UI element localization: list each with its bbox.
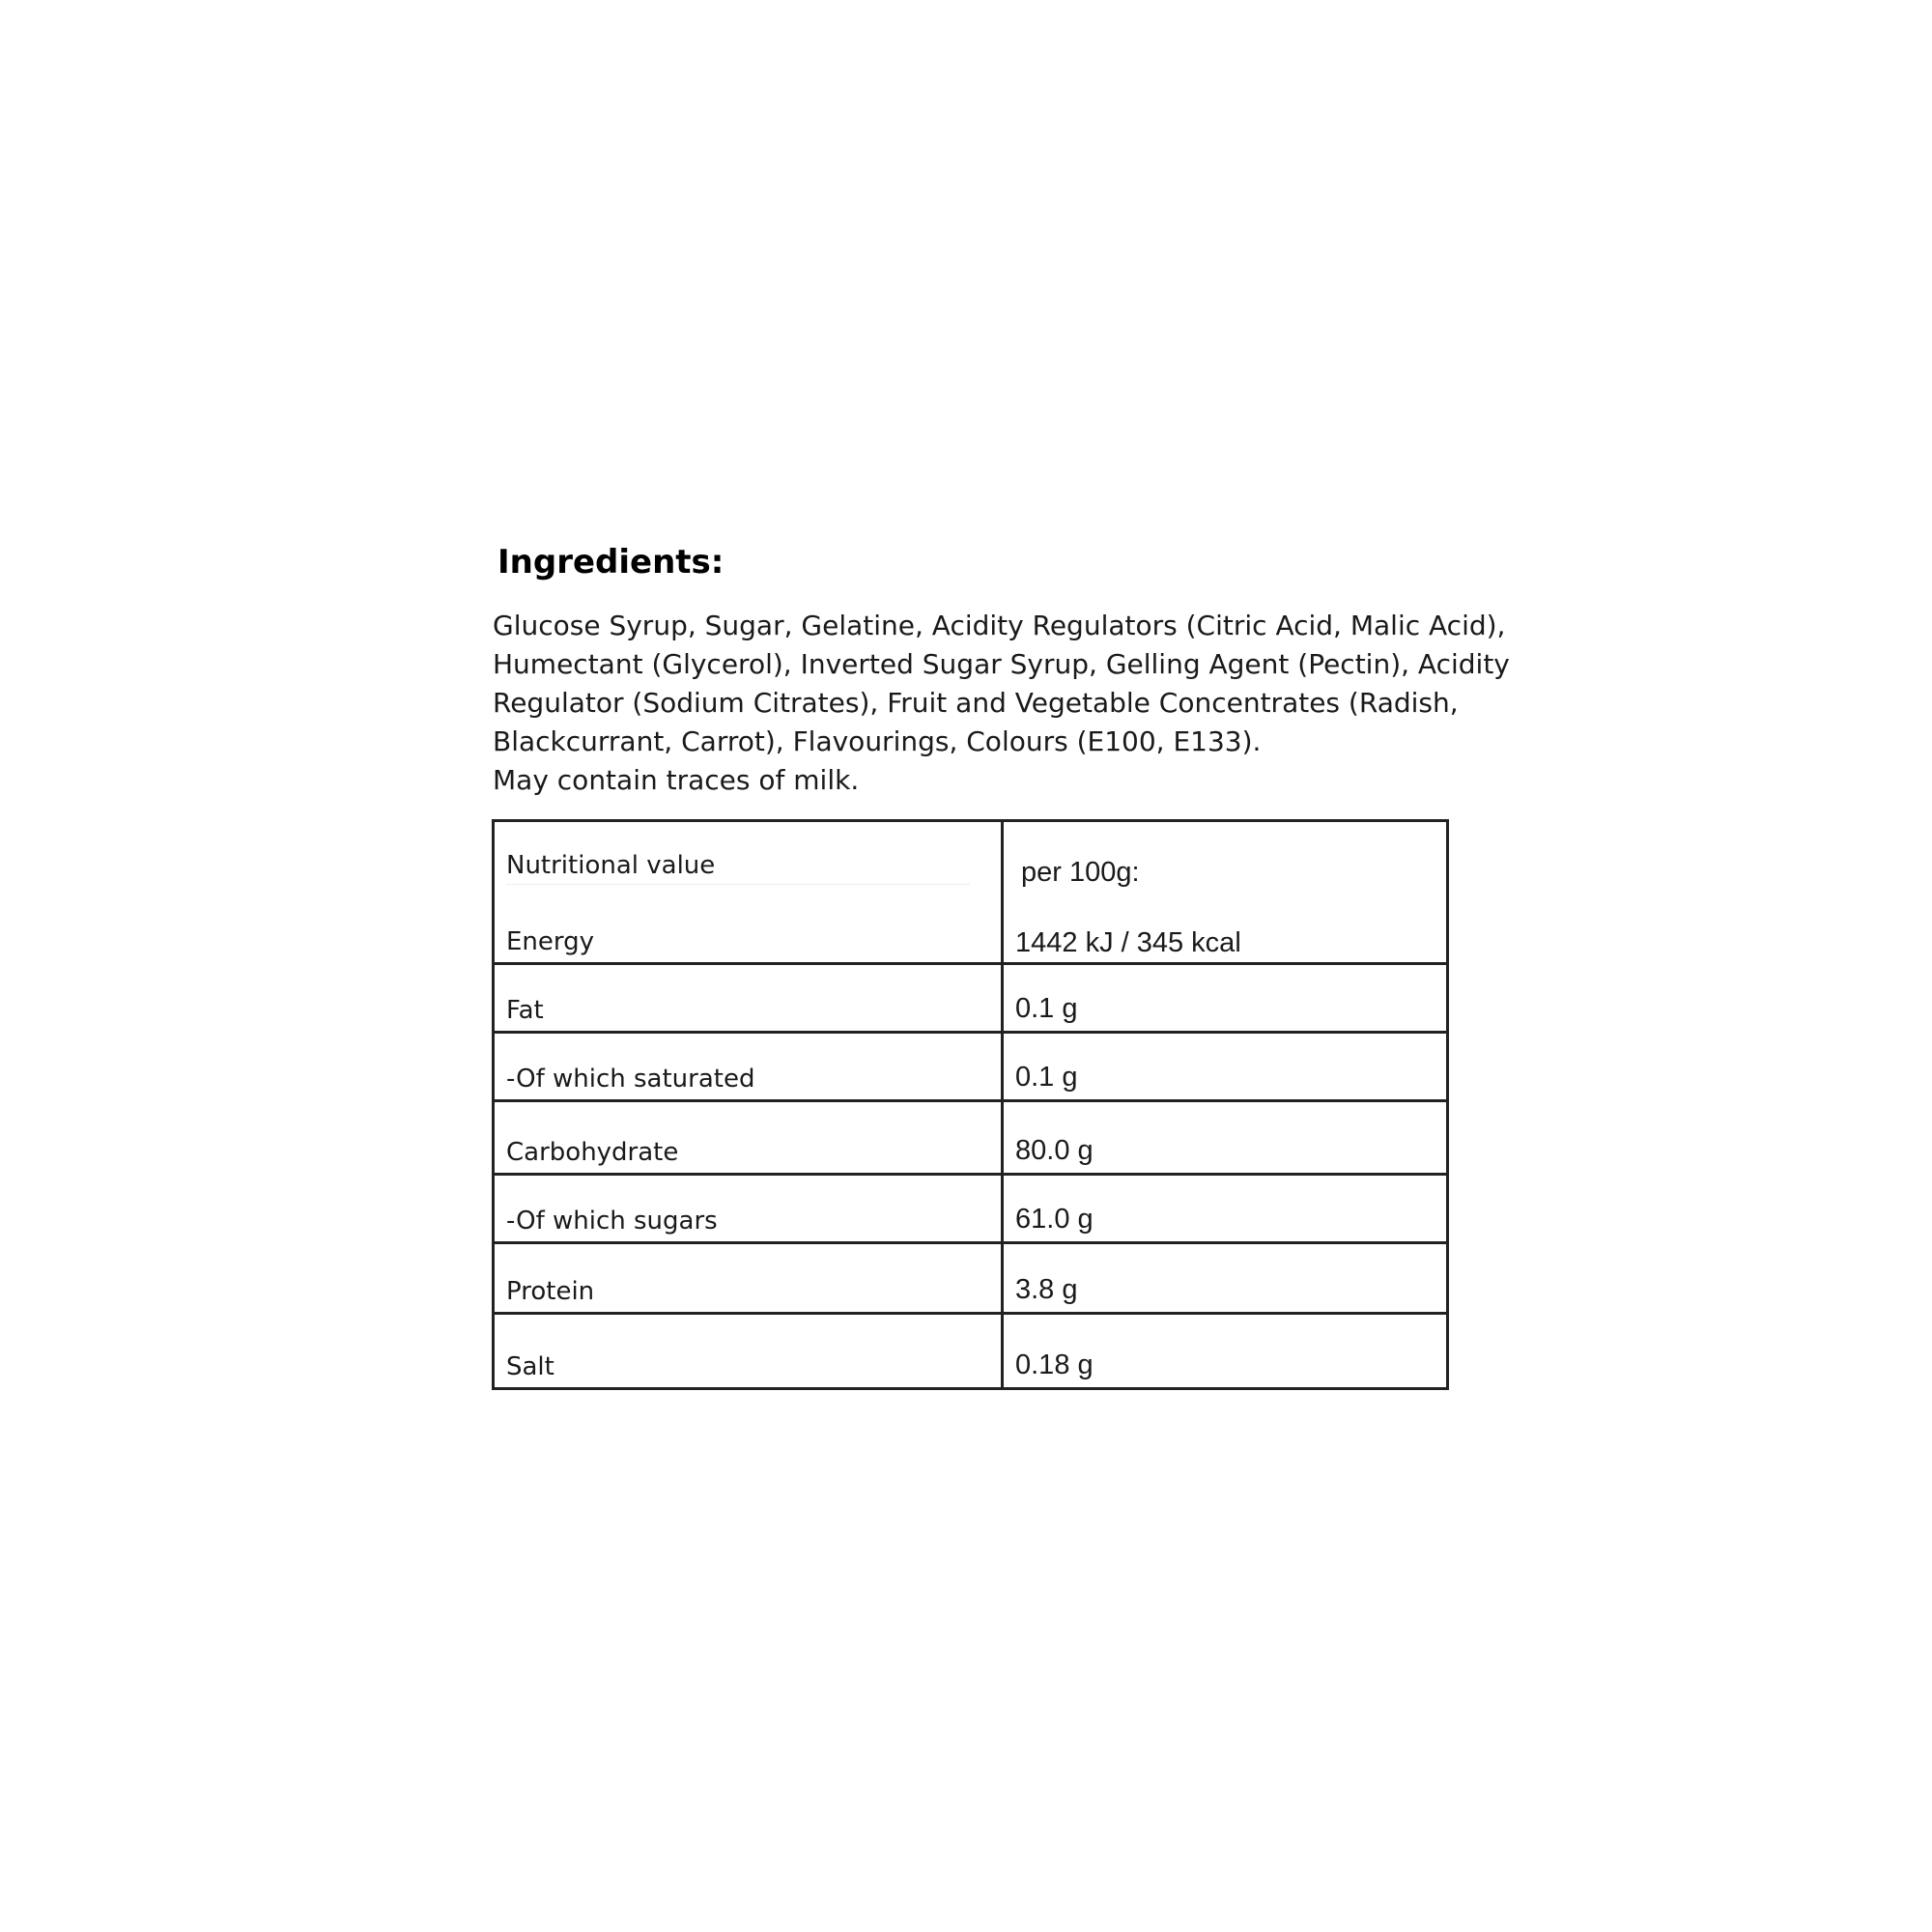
ingredients-line: Regulator (Sodium Citrates), Fruit and Vegetable Concentrates (Radish, [493, 687, 1459, 719]
ingredients-heading: Ingredients: [497, 543, 724, 582]
allergen-notice: May contain traces of milk. [493, 764, 860, 796]
row-label: Fat [494, 964, 1003, 1033]
table-row [494, 964, 1448, 1033]
ingredients-line: Blackcurrant, Carrot), Flavourings, Colours (E100, E133). [493, 725, 1262, 757]
ingredients-line: Glucose Syrup, Sugar, Gelatine, Acidity Regulators (Citric Acid, Malic Acid), [493, 610, 1506, 641]
table-row [494, 1033, 1448, 1101]
row-label: Salt [494, 1314, 1003, 1389]
ingredients-line: Humectant (Glycerol), Inverted Sugar Syrup, Gelling Agent (Pectin), Acidity [493, 648, 1510, 680]
row-label: Carbohydrate [494, 1101, 1003, 1175]
row-value: 0.1 g [1003, 1033, 1448, 1101]
table-row [494, 1314, 1448, 1389]
energy-value: 1442 kJ / 345 kcal [1015, 927, 1241, 958]
row-label: -Of which saturated [494, 1033, 1003, 1101]
row-label: -Of which sugars [494, 1175, 1003, 1243]
row-value: 0.1 g [1003, 964, 1448, 1033]
table-row [494, 1175, 1448, 1243]
row-value: 80.0 g [1003, 1101, 1448, 1175]
nutrition-header-row [494, 821, 1448, 964]
nutrition-label-cell [494, 821, 1003, 964]
row-value: 61.0 g [1003, 1175, 1448, 1243]
nutrition-table [492, 819, 1449, 1390]
table-row [494, 1243, 1448, 1314]
row-value: 3.8 g [1003, 1243, 1448, 1314]
row-value: 0.18 g [1003, 1314, 1448, 1389]
nutritional-value-label: Nutritional value [506, 851, 970, 885]
nutrition-value-cell [1003, 821, 1448, 964]
ingredients-text [493, 607, 1510, 800]
row-label: Protein [494, 1243, 1003, 1314]
table-row [494, 1101, 1448, 1175]
per-100g-label: per 100g: [1021, 857, 1140, 888]
energy-label: Energy [506, 927, 595, 956]
